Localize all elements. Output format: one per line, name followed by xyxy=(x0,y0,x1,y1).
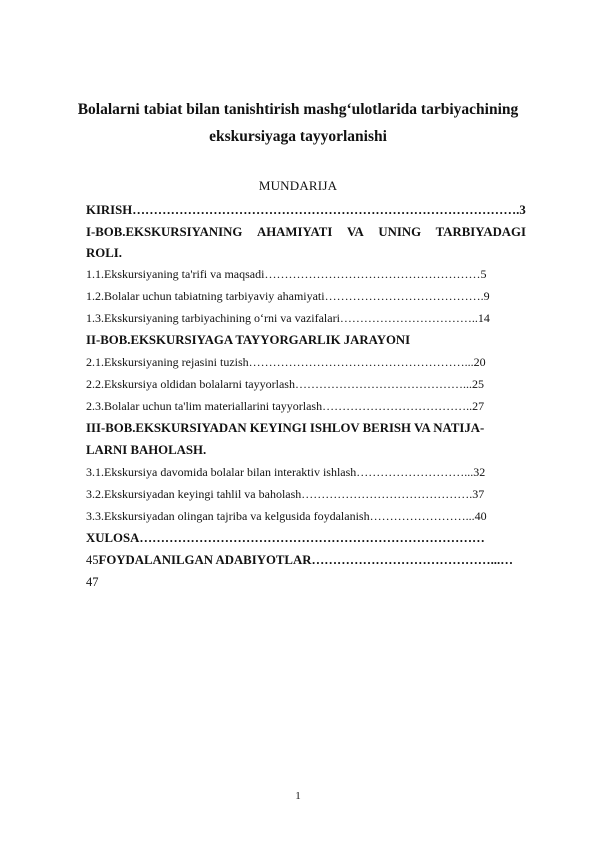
toc-entry-chapter-1 xyxy=(86,222,526,242)
toc-adabiyotlar-label: FOYDALANILGAN ADABIYOTLAR……………………………………...… xyxy=(98,553,513,567)
toc-entry-adabiyotlar xyxy=(86,550,526,570)
toc-entry-section-3-1: 3.1.Ekskursiya davomida bolalar bilan interaktiv ishlash………………………...32 xyxy=(86,465,486,479)
toc-chapter-1-word: UNING xyxy=(378,225,422,239)
toc-entry-section-2-1: 2.1.Ekskursiyaning rejasini tuzish………………………………………………...20 xyxy=(86,355,486,369)
toc-entry-section-2-3: 2.3.Bolalar uchun ta'lim materiallarini tayyorlash………………………………..27 xyxy=(86,399,485,413)
toc-entry-chapter-3: III-BOB.EKSKURSIYADAN KEYINGI ISHLOV BERISH VA NATIJA- xyxy=(86,421,485,435)
toc-entry-section-2-2: 2.2.Ekskursiya oldidan bolalarni tayyorlash……………………………………...25 xyxy=(86,377,484,391)
toc-chapter-1-word: AHAMIYATI xyxy=(256,225,333,239)
document-title-line-1: Bolalarni tabiat bilan tanishtirish mashgʻulotlarida tarbiyachining xyxy=(77,101,519,118)
toc-entry-kirish: KIRISH……………………………………………………………………………….3 xyxy=(86,203,526,217)
toc-entry-chapter-2: II-BOB.EKSKURSIYAGA TAYYORGARLIK JARAYONI xyxy=(86,333,411,347)
toc-entry-section-1-1: 1.1.Ekskursiyaning ta'rifi va maqsadi………………………………………………5 xyxy=(86,267,487,281)
toc-heading: MUNDARIJA xyxy=(258,178,338,193)
toc-entry-section-1-3: 1.3.Ekskursiyaning tarbiyachining oʻrni va vazifalari……………………………..14 xyxy=(86,311,490,325)
toc-entry-section-3-2: 3.2.Ekskursiyadan keyingi tahlil va baholash…………………………………….37 xyxy=(86,487,485,501)
toc-entry-section-3-3: 3.3.Ekskursiyadan olingan tajriba va kelgusida foydalanish……………………...40 xyxy=(86,509,487,523)
page-number: 1 xyxy=(295,790,301,802)
toc-page-number-xulosa: 45 xyxy=(86,553,99,567)
toc-entry-chapter-3-cont: LARNI BAHOLASH. xyxy=(86,443,207,457)
toc-chapter-1-word: TARBIYADAGI xyxy=(435,225,526,239)
toc-page-number-adabiyotlar: 47 xyxy=(86,575,99,589)
toc-chapter-1-word: VA xyxy=(346,225,364,239)
toc-chapter-1-word: I-BOB.EKSKURSIYANING xyxy=(86,225,243,239)
toc-entry-chapter-1-cont: ROLI. xyxy=(86,246,122,260)
toc-entry-xulosa: XULOSA……………………………………………………………………… xyxy=(86,531,485,545)
toc-entry-section-1-2: 1.2.Bolalar uchun tabiatning tarbiyaviy ahamiyati………………………………….9 xyxy=(86,289,490,303)
document-title-line-2: ekskursiyaga tayyorlanishi xyxy=(209,128,387,145)
